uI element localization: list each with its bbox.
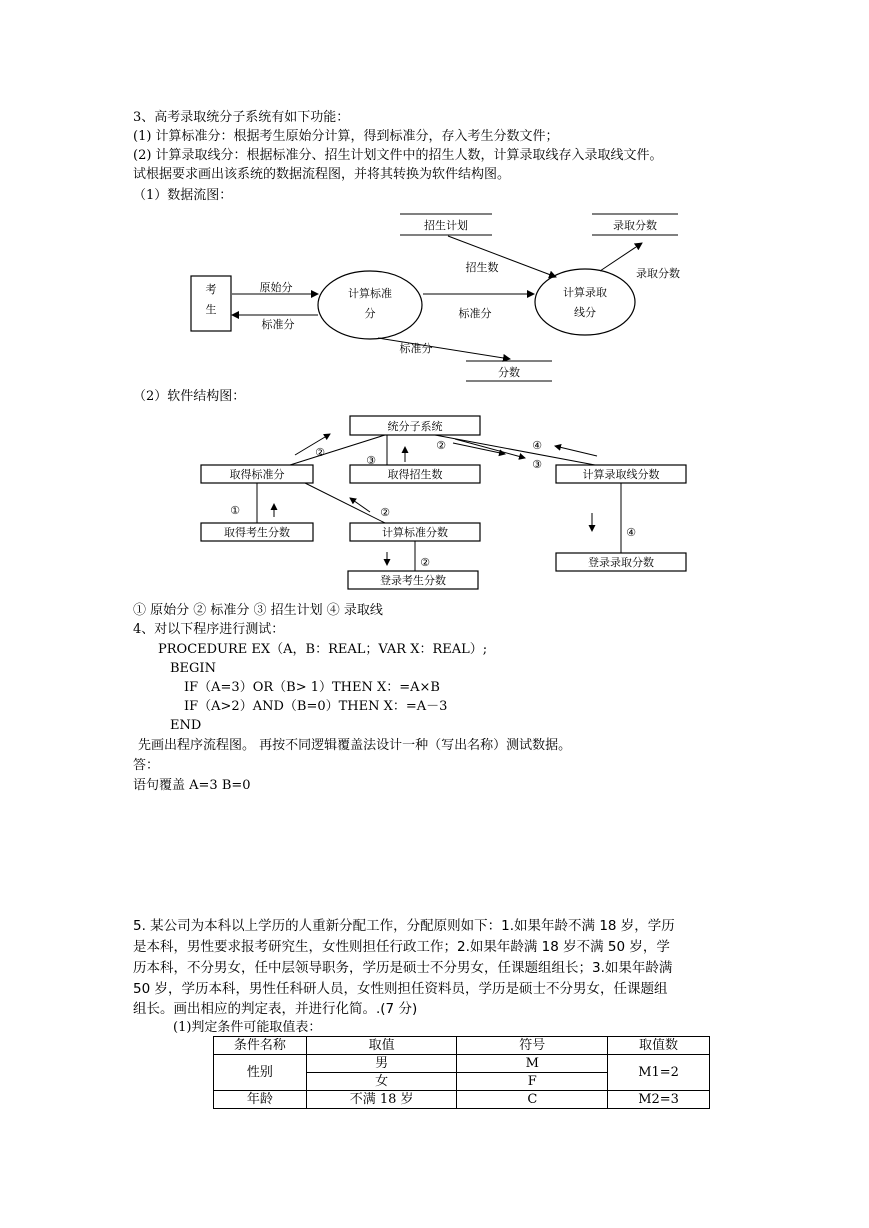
save-score-label: 登录考生分数	[380, 574, 446, 587]
q4-title: 4、对以下程序进行测试：	[133, 622, 285, 637]
root-module-label: 统分子系统	[387, 420, 443, 433]
sex-value-male: 男	[306, 1055, 457, 1073]
calc-std-module	[350, 523, 480, 541]
get-raw-label: 取得考生分数	[224, 526, 290, 539]
q3-title: 3、高考录取统分子系统有如下功能：	[133, 110, 350, 125]
q5-para-3: 历本科，不分男女，任中层领导职务，学历是硕士不分男女，任课题组组长；3.如果年龄满	[133, 960, 673, 976]
age-count-cell: M2=3	[608, 1091, 710, 1109]
age-value-cell: 不满 18 岁	[306, 1091, 457, 1109]
q4-answer: 语句覆盖 A=3 B=0	[133, 778, 251, 793]
save-line-module	[556, 553, 686, 571]
header-cell: 符号	[457, 1037, 608, 1055]
flow-std-down-label: 标准分	[399, 342, 433, 355]
get-enroll-label: 取得招生数	[387, 468, 443, 481]
couple-marker-line-back: ④	[532, 439, 542, 452]
couple-marker-line-save: ④	[626, 526, 636, 539]
sex-value-female: 女	[306, 1073, 457, 1091]
sex-count-cell: M1=2	[608, 1055, 710, 1091]
calc-std-label-2: 分	[364, 307, 376, 320]
code-line-4: IF（A>2）AND（B=0）THEN X：=A－3	[184, 699, 448, 714]
flow-std-down-arrow	[378, 338, 510, 359]
q4-task: 先画出程序流程图。 再按不同逻辑覆盖法设计一种（写出名称）测试数据。	[138, 738, 572, 753]
code-line-5: END	[170, 718, 202, 733]
dfd-caption: （1）数据流图：	[133, 188, 233, 203]
header-cell: 取值	[306, 1037, 457, 1055]
calc-line-label-2: 线分	[574, 306, 596, 319]
get-std-label: 取得标准分	[229, 468, 285, 481]
couple-marker-raw: ①	[230, 504, 240, 517]
structure-legend: ① 原始分 ② 标准分 ③ 招生计划 ④ 录取线	[133, 603, 383, 618]
examinee-label-1: 考	[205, 283, 217, 296]
q5-para-5: 组长。画出相应的判定表，并进行化简。.(7 分)	[133, 1001, 418, 1017]
couple-marker-std-right: ②	[436, 439, 446, 452]
table-row	[214, 1091, 710, 1109]
flow-enroll-arrow	[448, 236, 556, 277]
line-file-label: 录取分数	[613, 219, 657, 232]
couple-marker-enroll: ③	[366, 454, 376, 467]
q3-function-1: (1) 计算标准分：根据考生原始分计算，得到标准分，存入考生分数文件；	[133, 129, 559, 144]
root-module	[350, 416, 480, 435]
get-enroll-module	[350, 465, 480, 483]
couple-marker-enroll-right: ③	[532, 458, 542, 471]
header-cell: 取值数	[608, 1037, 710, 1055]
calc-line-label-1: 计算录取	[563, 286, 607, 299]
code-line-1: PROCEDURE EX（A，B：REAL；VAR X：REAL）;	[158, 642, 488, 657]
table-caption: (1)判定条件可能取值表：	[173, 1020, 322, 1035]
flow-enroll-label: 招生数	[465, 261, 499, 274]
q3-requirement: 试根据要求画出该系统的数据流程图，并将其转换为软件结构图。	[133, 167, 511, 182]
flow-raw-label: 原始分	[259, 281, 293, 294]
calc-std-label-1: 计算标准	[348, 287, 392, 300]
condition-table	[213, 1036, 710, 1109]
q5-para-1: 5. 某公司为本科以上学历的人重新分配工作，分配原则如下：1.如果年龄不满 18 岁，学历	[133, 918, 675, 934]
flow-std-mid-label: 标准分	[458, 307, 492, 320]
age-name-cell: 年龄	[214, 1091, 307, 1109]
sex-name-cell: 性别	[214, 1055, 307, 1091]
couple-marker-std-save: ②	[420, 556, 430, 569]
q5-para-4: 50 岁，学历本科，男性任科研人员，女性则担任资料员，学历是硕士不分男女，任课题组	[133, 981, 668, 997]
data-flow-diagram	[180, 205, 700, 385]
code-line-2: BEGIN	[170, 661, 216, 676]
table-header-row	[214, 1037, 710, 1055]
plan-file-store	[400, 214, 492, 235]
calc-line-module-label: 计算录取线分数	[582, 468, 660, 481]
examinee-label-2: 生	[205, 303, 217, 316]
sc-caption: （2）软件结构图：	[133, 389, 246, 404]
flow-line-label: 录取分数	[636, 267, 680, 280]
q5-para-2: 是本科，男性要求报考研究生，女性则担任行政工作；2.如果年龄满 18 岁不满 50 岁，学	[133, 939, 670, 955]
calc-std-process	[318, 271, 422, 339]
line-file-store	[592, 214, 678, 235]
call-lines	[257, 435, 621, 571]
examinee-entity	[191, 276, 231, 331]
sex-symbol-female: F	[457, 1073, 608, 1091]
sex-symbol-male: M	[457, 1055, 608, 1073]
save-score-module	[348, 571, 478, 589]
age-symbol-cell: C	[457, 1091, 608, 1109]
score-file-label: 分数	[498, 366, 520, 379]
score-file-store	[466, 361, 552, 381]
calc-std-module-label: 计算标准分数	[382, 526, 448, 539]
header-cell: 条件名称	[214, 1037, 307, 1055]
q4-answer-label: 答：	[133, 758, 160, 773]
calc-line-process	[535, 269, 635, 335]
code-line-3: IF（A=3）OR（B> 1）THEN X：=A×B	[184, 680, 440, 695]
couple-marker-std-calc: ②	[380, 506, 390, 519]
table-row	[214, 1055, 710, 1073]
get-std-module	[201, 465, 313, 483]
calc-line-module	[556, 465, 686, 483]
structure-chart	[195, 410, 695, 595]
plan-file-label: 招生计划	[424, 219, 468, 232]
q3-function-2: (2) 计算录取线分：根据标准分、招生计划文件中的招生人数，计算录取线存入录取线文件。	[133, 148, 663, 163]
flow-std-back-label: 标准分	[261, 318, 295, 331]
save-line-label: 登录录取分数	[588, 556, 654, 569]
couple-marker-std-up: ②	[315, 446, 325, 459]
get-raw-module	[201, 523, 313, 541]
